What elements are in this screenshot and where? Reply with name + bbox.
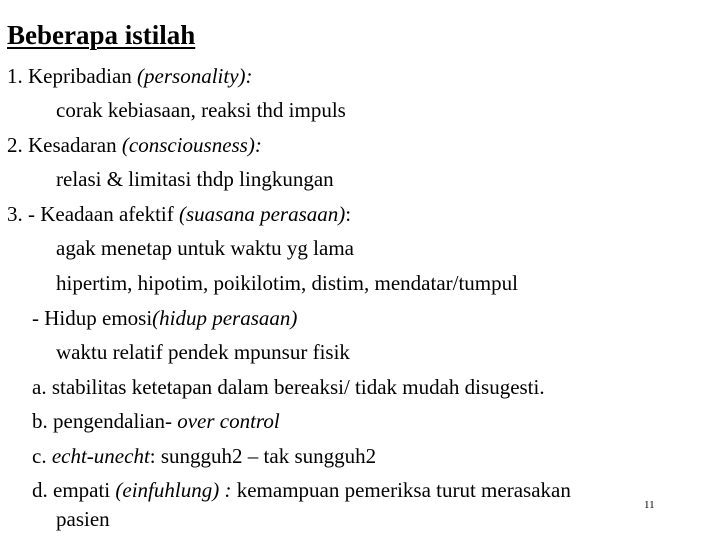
sub-item-a: a. stabilitas ketetapan dalam bereaksi/ tidak mudah disugesti. — [32, 375, 545, 399]
sub-item-b-text: b. pengendalian- — [32, 409, 178, 433]
item-1-description: corak kebiasaan, reaksi thd impuls — [56, 98, 346, 122]
item-1-term-english: (personality): — [137, 64, 253, 88]
item-3a-colon: : — [345, 202, 352, 226]
sub-item-d-italic: (einfuhlung) : — [115, 478, 232, 502]
item-3a-heading — [7, 201, 351, 227]
item-1-heading — [7, 63, 253, 89]
item-3a-term: 3. - Keadaan afektif — [7, 202, 179, 226]
sub-item-d-suffix: kemampuan pemeriksa turut merasakan — [231, 478, 571, 502]
item-2-term: Kesadaran — [28, 133, 122, 157]
item-2-number: 2. — [7, 133, 28, 157]
item-1-number: 1. — [7, 64, 28, 88]
item-2-heading — [7, 132, 262, 158]
item-3b-description: waktu relatif pendek mpunsur fisik — [56, 340, 350, 364]
sub-item-c-text: : sungguh2 – tak sungguh2 — [149, 444, 377, 468]
item-3a-description-2: hipertim, hipotim, poikilotim, distim, mendatar/tumpul — [56, 271, 518, 295]
sub-item-d-text: d. empati — [32, 478, 116, 502]
item-3b-heading — [32, 305, 297, 331]
item-3a-description-1: agak menetap untuk waktu yg lama — [56, 236, 354, 260]
item-3b-term-italic: (hidup perasaan) — [152, 306, 298, 330]
sub-item-d-continuation: pasien — [56, 507, 110, 531]
item-1-term: Kepribadian — [28, 64, 138, 88]
sub-item-b — [32, 408, 280, 434]
item-3a-term-italic: (suasana perasaan) — [179, 202, 346, 226]
item-3b-term: - Hidup emosi — [32, 306, 153, 330]
sub-item-b-italic: over control — [177, 409, 280, 433]
sub-item-c — [32, 443, 376, 469]
sub-item-c-letter: c. — [32, 444, 52, 468]
item-2-description: relasi & limitasi thdp lingkungan — [56, 167, 334, 191]
sub-item-c-italic: echt-unecht — [51, 444, 150, 468]
page-number: 11 — [644, 499, 655, 511]
item-2-term-english: (consciousness): — [121, 133, 262, 157]
slide-title: Beberapa istilah — [7, 20, 196, 50]
sub-item-d — [32, 477, 571, 503]
